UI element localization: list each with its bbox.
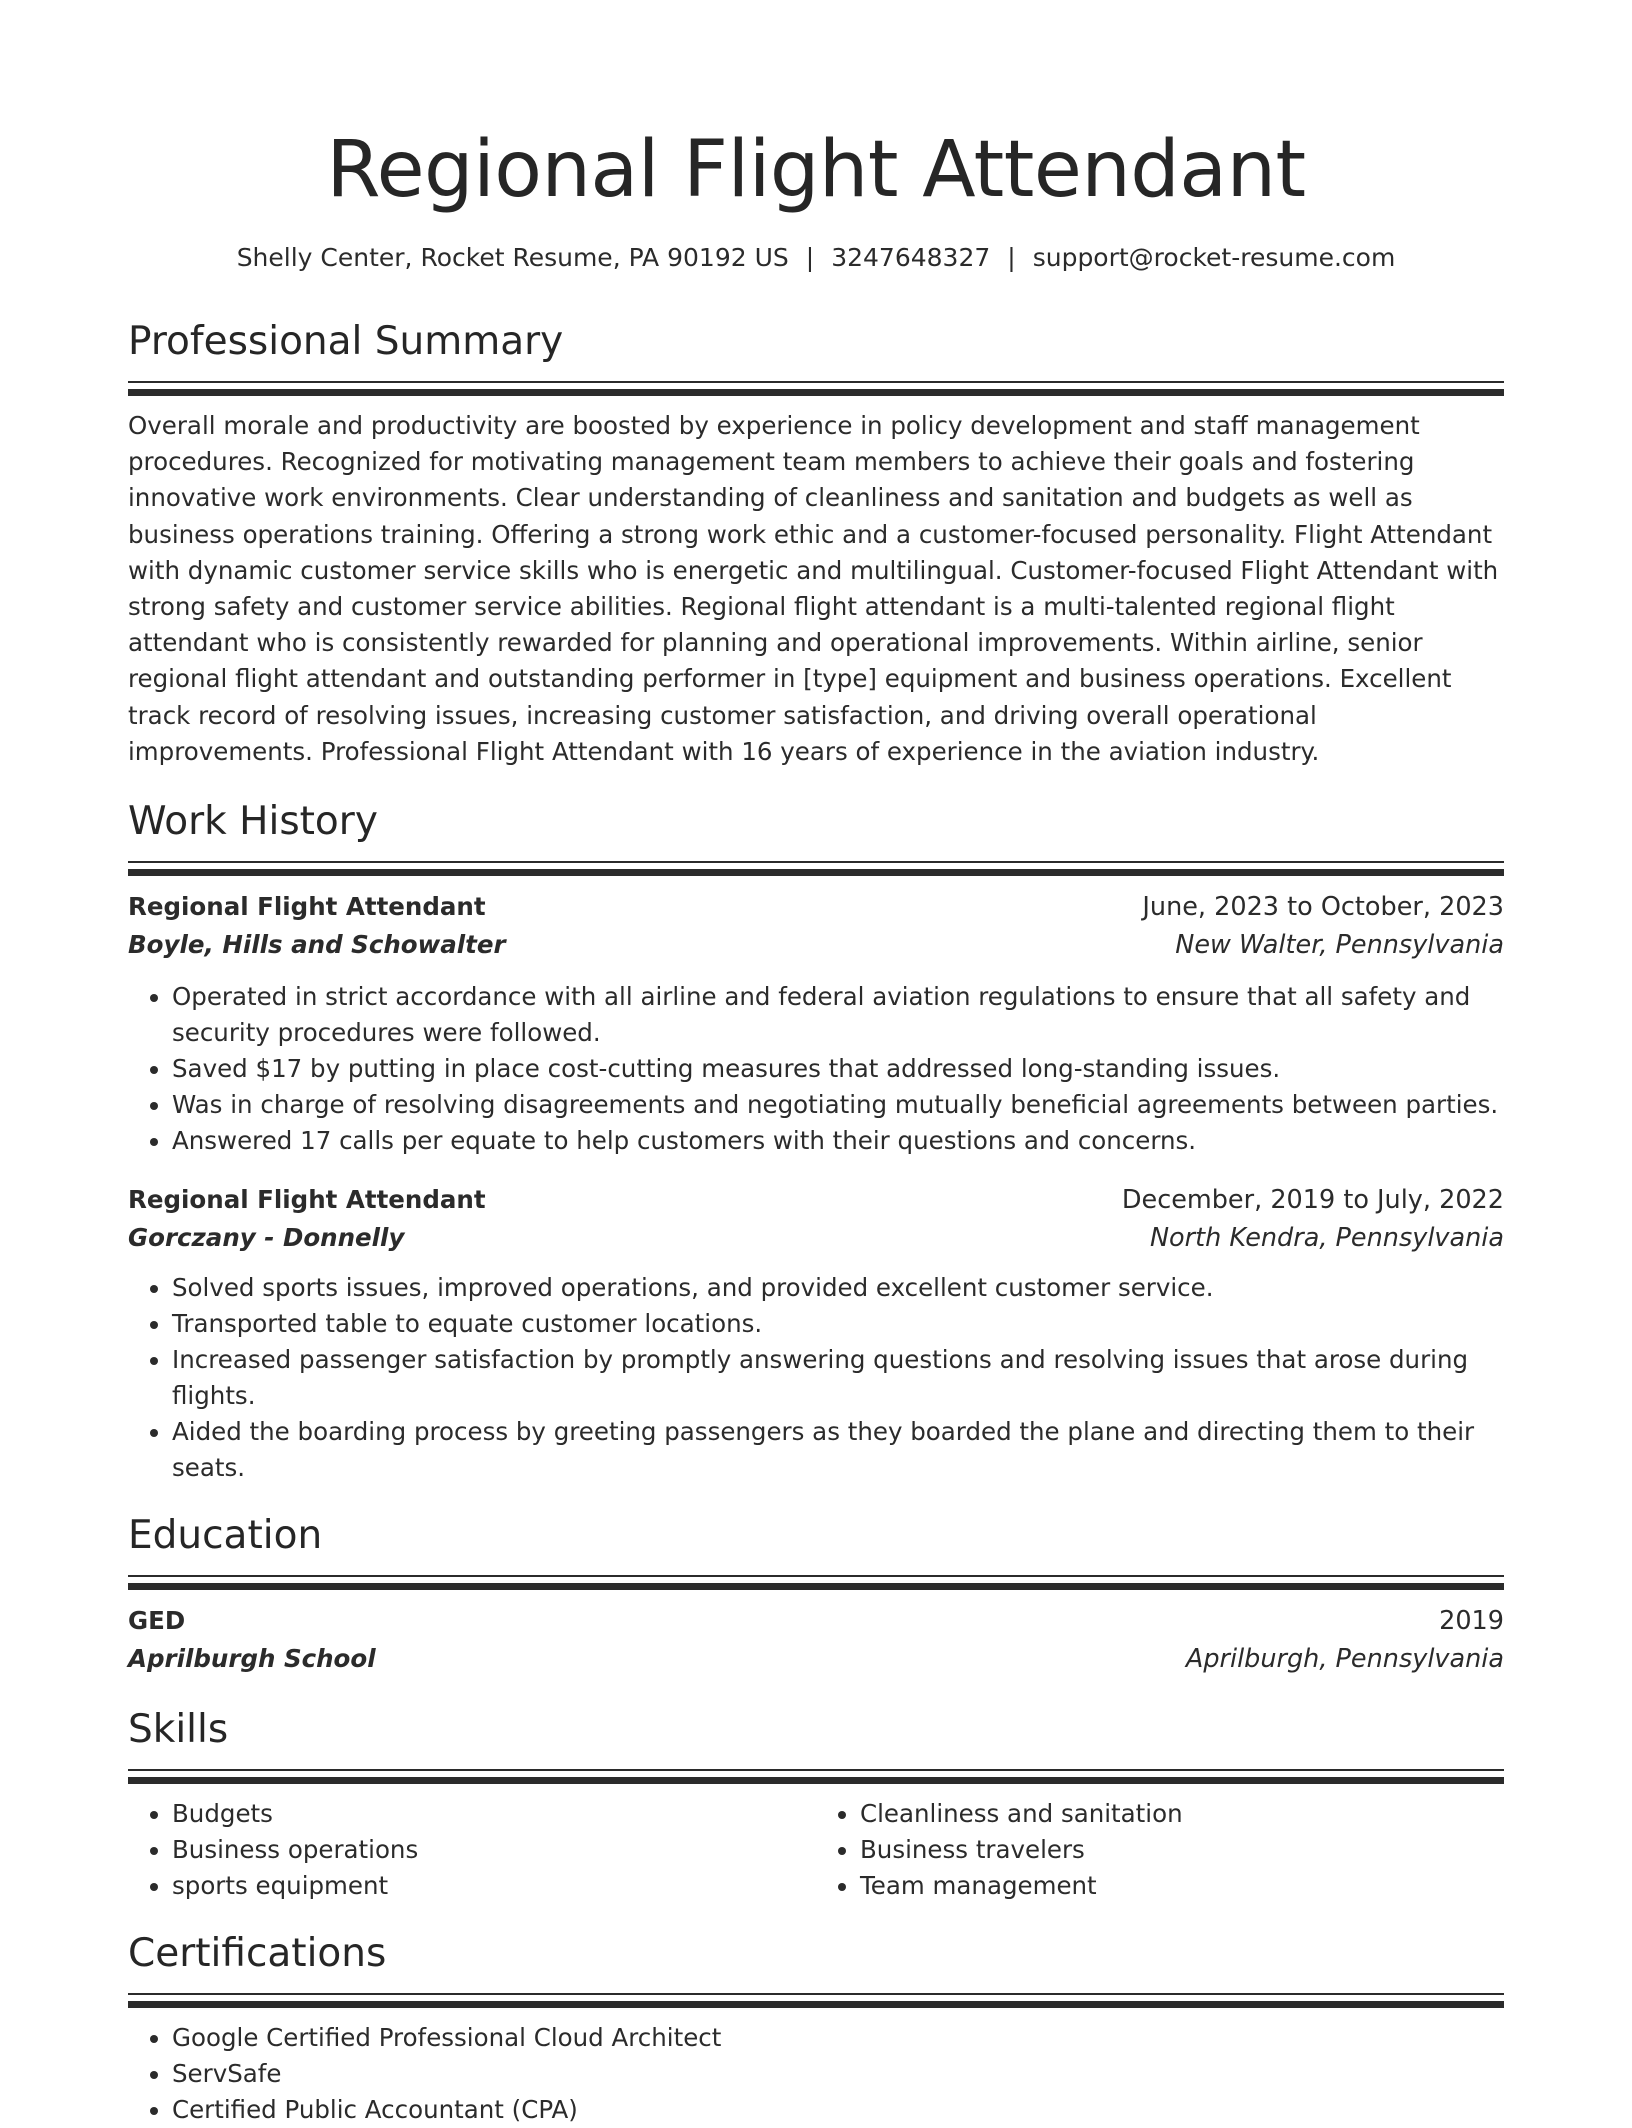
- education-school-row: [128, 1640, 1504, 1678]
- job-company: Boyle, Hills and Schowalter: [128, 930, 506, 960]
- job-location: New Walter, Pennsylvania: [1175, 930, 1504, 961]
- certification-item: • Certified Public Accountant (CPA): [172, 2092, 1504, 2128]
- resume-title: Regional Flight Attendant: [326, 125, 1306, 215]
- section-divider: [128, 1769, 1504, 1784]
- education-year: 2019: [1439, 1606, 1504, 1637]
- section-title-certifications: Certifications: [128, 1931, 387, 1977]
- job-header-row: [128, 1181, 1504, 1219]
- skill-item: • Budgets: [172, 1796, 816, 1832]
- job-title: Regional Flight Attendant: [128, 1185, 486, 1215]
- skill-item: • sports equipment: [172, 1868, 816, 1904]
- skill-item: • Business operations: [172, 1832, 816, 1868]
- education-section: [128, 1510, 1504, 1678]
- job-bullets: [128, 979, 1504, 1159]
- summary-section: [128, 316, 1504, 770]
- contact-separator: |: [805, 243, 815, 272]
- job-bullet: • Aided the boarding process by greeting passengers as they boarded the plane and directing them to their seats.: [172, 1414, 1504, 1486]
- certification-item: • ServSafe: [172, 2056, 1504, 2092]
- section-title-summary: Professional Summary: [128, 319, 564, 364]
- section-title-education: Education: [128, 1513, 323, 1559]
- job-bullet: • Was in charge of resolving disagreements and negotiating mutually beneficial agreements between parties.: [172, 1087, 1504, 1123]
- education-school: Aprilburgh School: [128, 1644, 376, 1674]
- work-history-section: [128, 796, 1504, 1486]
- certification-item: • Google Certified Professional Cloud Architect: [172, 2020, 1504, 2056]
- job-bullet: • Operated in strict accordance with all airline and federal aviation regulations to ensure that all safety and security procedures were followed.: [172, 979, 1504, 1051]
- certifications-section: [128, 1928, 1504, 2128]
- job-dates: December, 2019 to July, 2022: [1121, 1185, 1504, 1216]
- skills-list: [128, 1796, 1504, 1904]
- job-company: Gorczany - Donnelly: [128, 1223, 405, 1253]
- contact-address: Shelly Center, Rocket Resume, PA 90192 US: [236, 243, 789, 272]
- section-title-skills: Skills: [128, 1707, 229, 1753]
- job-bullet: • Saved $17 by putting in place cost-cutting measures that addressed long-standing issues.: [172, 1051, 1504, 1087]
- job-location: North Kendra, Pennsylvania: [1149, 1223, 1504, 1254]
- job-bullet: • Increased passenger satisfaction by promptly answering questions and resolving issues that arose during flights.: [172, 1342, 1504, 1414]
- contact-phone: 3247648327: [831, 243, 991, 272]
- skills-column-left: [128, 1796, 816, 1904]
- job-company-row: [128, 926, 1504, 964]
- job-entry: [128, 1181, 1504, 1486]
- summary-text: Overall morale and productivity are boosted by experience in policy development and staff management procedures. Recognized for motivating management team members to achieve their goals and fostering innovative work environments. Clear understanding of cleanliness and sanitation and budgets as well as business operations training. Offering a strong work ethic and a customer-focused personality. Flight Attendant with dynamic customer service skills who is energetic and multilingual. Customer-focused Flight Attendant with strong safety and customer service abilities. Regional flight attendant is a multi-talented regional flight attendant who is consistently rewarded for planning and operational improvements. Within airline, senior regional flight attendant and outstanding performer in [type] equipment and business operations. Excellent track record of resolving issues, increasing customer satisfaction, and driving overall operational improvements. Professional Flight Attendant with 16 years of experience in the aviation industry.: [128, 411, 1499, 766]
- skills-section: [128, 1704, 1504, 1904]
- job-header-row: [128, 888, 1504, 926]
- skills-column-right: [816, 1796, 1504, 1904]
- job-title: Regional Flight Attendant: [128, 892, 486, 922]
- job-entry: [128, 888, 1504, 1159]
- job-company-row: [128, 1219, 1504, 1257]
- skill-item: • Business travelers: [860, 1832, 1504, 1868]
- education-header-row: [128, 1602, 1504, 1640]
- section-divider: [128, 381, 1504, 396]
- section-title-work-history: Work History: [128, 799, 378, 845]
- contact-line: [128, 240, 1504, 276]
- job-bullet: • Solved sports issues, improved operations, and provided excellent customer service.: [172, 1270, 1504, 1306]
- job-dates: June, 2023 to October, 2023: [1142, 892, 1504, 923]
- section-divider: [128, 1575, 1504, 1590]
- education-location: Aprilburgh, Pennsylvania: [1185, 1644, 1504, 1675]
- job-bullet: • Answered 17 calls per equate to help customers with their questions and concerns.: [172, 1123, 1504, 1159]
- skill-item: • Team management: [860, 1868, 1504, 1904]
- skill-item: • Cleanliness and sanitation: [860, 1796, 1504, 1832]
- education-entry: [128, 1602, 1504, 1678]
- section-divider: [128, 1993, 1504, 2008]
- job-bullet: • Transported table to equate customer locations.: [172, 1306, 1504, 1342]
- contact-email: support@rocket-resume.com: [1032, 243, 1396, 272]
- job-bullets: [128, 1270, 1504, 1486]
- contact-separator: |: [1007, 243, 1016, 272]
- education-degree: GED: [128, 1606, 186, 1636]
- section-divider: [128, 861, 1504, 876]
